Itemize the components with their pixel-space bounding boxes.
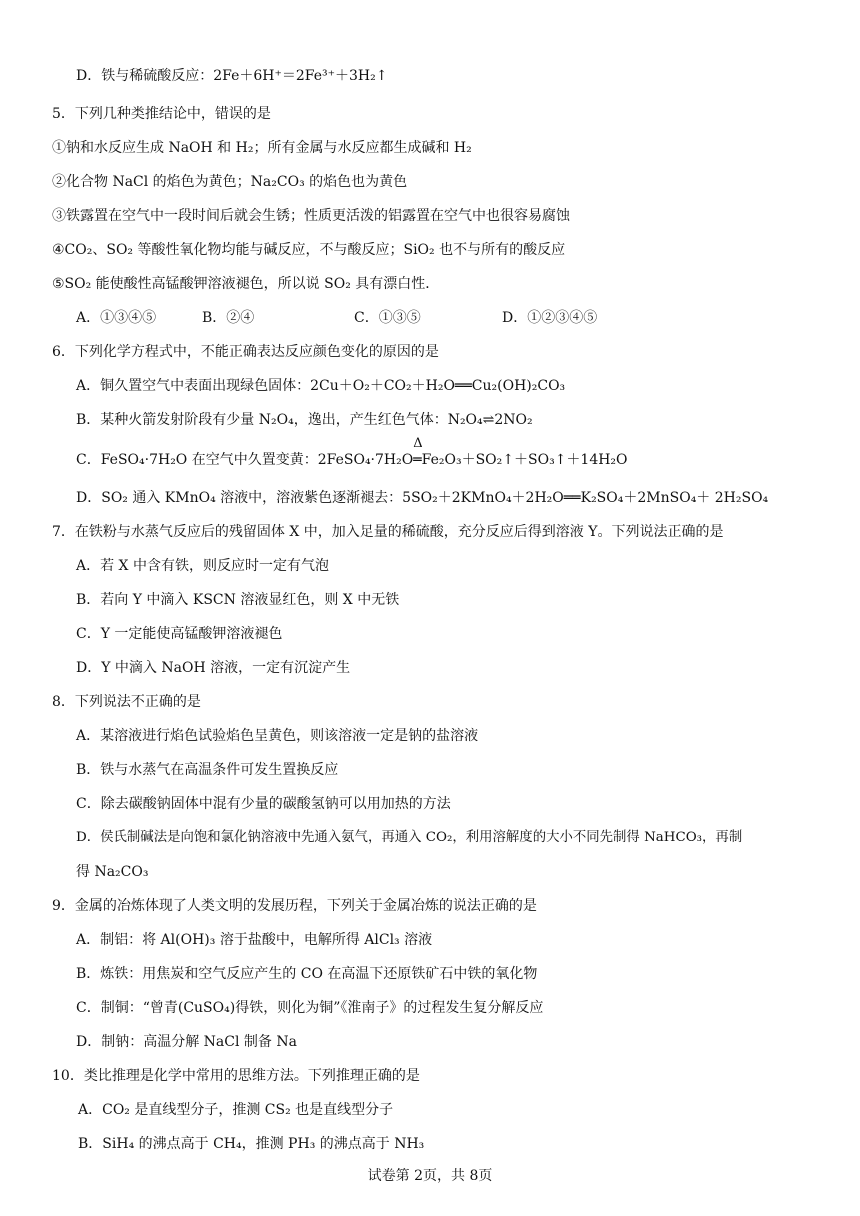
q8-stem: 8．下列说法不正确的是: [52, 694, 201, 710]
q9-option-a: A．制铝：将 Al(OH)₃ 溶于盐酸中，电解所得 AlCl₃ 溶液: [76, 932, 433, 948]
page-footer: 试卷第 2页，共 8页: [367, 1168, 493, 1184]
q10-option-b: B．SiH₄ 的沸点高于 CH₄，推测 PH₃ 的沸点高于 NH₃: [78, 1136, 425, 1152]
q5-statement-1: ①钠和水反应生成 NaOH 和 H₂；所有金属与水反应都生成碱和 H₂: [52, 140, 472, 156]
q5-statement-5: ⑤SO₂ 能使酸性高锰酸钾溶液褪色，所以说 SO₂ 具有漂白性．: [52, 276, 440, 292]
q7-option-d: D．Y 中滴入 NaOH 溶液，一定有沉淀产生: [76, 660, 351, 676]
q9-option-b: B．炼铁：用焦炭和空气反应产生的 CO 在高温下还原铁矿石中铁的氧化物: [76, 966, 538, 982]
q7-stem: 7．在铁粉与水蒸气反应后的残留固体 X 中，加入足量的稀硫酸，充分反应后得到溶液 Y。下列说法正确的是: [52, 524, 724, 540]
q5-option-b: B．②④: [202, 310, 255, 326]
q5-option-c: C．①③⑤: [354, 310, 421, 326]
q8-option-c: C．除去碳酸钠固体中混有少量的碳酸氢钠可以用加热的方法: [76, 796, 451, 812]
delta-symbol: Δ: [413, 436, 423, 451]
q7-option-c: C．Y 一定能使高锰酸钾溶液褪色: [76, 626, 283, 642]
q8-option-b: B．铁与水蒸气在高温条件可发生置换反应: [76, 762, 339, 778]
q9-option-c: C．制铜：“曾青(CuSO₄)得铁，则化为铜”《淮南子》的过程发生复分解反应: [76, 1000, 544, 1016]
q5-option-a: A．①③④⑤: [76, 310, 157, 326]
q9-stem: 9．金属的冶炼体现了人类文明的发展历程，下列关于金属冶炼的说法正确的是: [52, 898, 537, 914]
q9-option-d: D．制钠：高温分解 NaCl 制备 Na: [76, 1034, 297, 1050]
equals-sign: ═: [413, 452, 422, 468]
q6-option-c: [76, 436, 628, 470]
q6-stem: 6．下列化学方程式中，不能正确表达反应颜色变化的原因的是: [52, 344, 439, 360]
q6-option-c-left: C．FeSO₄·7H₂O 在空气中久置变黄：2FeSO₄·7H₂O: [76, 452, 414, 468]
q7-option-a: A．若 X 中含有铁，则反应时一定有气泡: [76, 558, 329, 574]
q6-option-a: A．铜久置空气中表面出现绿色固体：2Cu＋O₂＋CO₂＋H₂O══Cu₂(OH)₂CO₃: [76, 378, 566, 394]
q5-statement-2: ②化合物 NaCl 的焰色为黄色；Na₂CO₃ 的焰色也为黄色: [52, 174, 408, 190]
q6-option-c-right: Fe₂O₃＋SO₂↑＋SO₃↑＋14H₂O: [421, 452, 628, 468]
q4-option-d: D．铁与稀硫酸反应：2Fe＋6H⁺＝2Fe³⁺＋3H₂↑: [76, 68, 388, 84]
q10-option-a: A．CO₂ 是直线型分子，推测 CS₂ 也是直线型分子: [78, 1102, 394, 1118]
q6-option-d: D．SO₂ 通入 KMnO₄ 溶液中，溶液紫色逐渐褪去：5SO₂＋2KMnO₄＋2H₂O══K₂SO₄＋2MnSO₄＋ 2H₂SO₄: [76, 490, 769, 506]
q7-option-b: B．若向 Y 中滴入 KSCN 溶液显红色，则 X 中无铁: [76, 592, 400, 608]
q8-option-d-cont: 得 Na₂CO₃: [76, 864, 149, 880]
q10-stem: 10．类比推理是化学中常用的思维方法。下列推理正确的是: [52, 1068, 420, 1084]
q6-option-b: B．某种火箭发射阶段有少量 N₂O₄，逸出，产生红色气体：N₂O₄⇌2NO₂: [76, 412, 533, 428]
q5-stem: 5．下列几种类推结论中，错误的是: [52, 106, 271, 122]
q8-option-d: D．侯氏制碱法是向饱和氯化钠溶液中先通入氨气，再通入 CO₂，利用溶解度的大小不同先制得 NaHCO₃，再制: [76, 830, 743, 845]
heat-condition: [413, 436, 423, 470]
q8-option-a: A．某溶液进行焰色试验焰色呈黄色，则该溶液一定是钠的盐溶液: [76, 728, 479, 744]
q5-statement-4: ④CO₂、SO₂ 等酸性氧化物均能与碱反应，不与酸反应；SiO₂ 也不与所有的酸反应: [52, 242, 566, 258]
q5-statement-3: ③铁露置在空气中一段时间后就会生锈；性质更活泼的铝露置在空气中也很容易腐蚀: [52, 208, 570, 224]
q5-option-d: D．①②③④⑤: [502, 310, 598, 326]
